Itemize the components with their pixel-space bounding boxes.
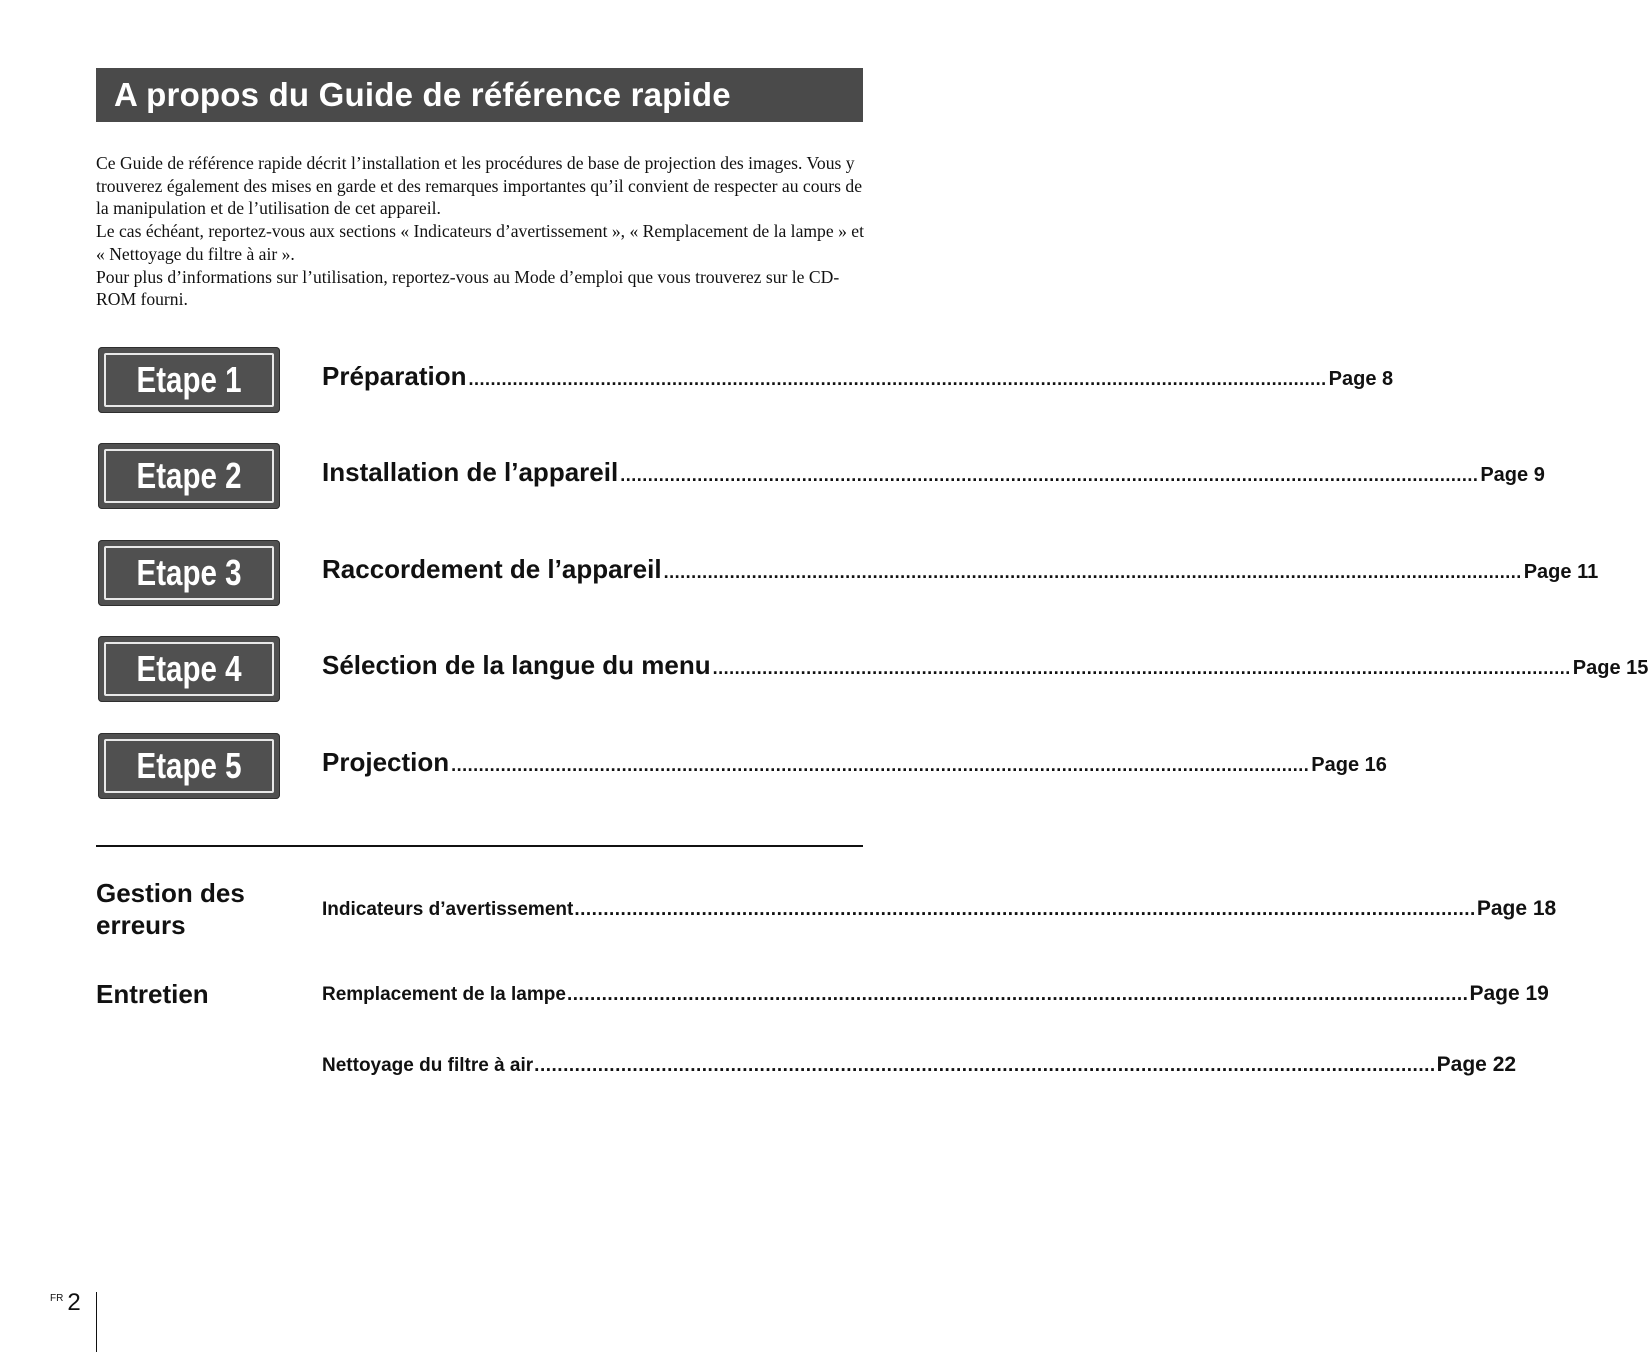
step-3-toc-line[interactable] bbox=[322, 554, 1599, 585]
intro-paragraph-1: Ce Guide de référence rapide décrit l’installation et les procédures de base de projection des images. Vous y trouverez également des mises en garde et des remarques importantes qu’il convient de respecter au cours de la manipulation et de l’utilisation de cet appareil. bbox=[96, 153, 862, 219]
step-1-badge bbox=[98, 347, 280, 413]
dot-leader: ............................................................................................................................................................ bbox=[574, 899, 1476, 920]
errors-heading-line-1: Gestion des bbox=[96, 878, 245, 908]
step-4-toc-line[interactable] bbox=[322, 650, 1648, 681]
step-2-entry bbox=[98, 443, 1545, 509]
step-2-page[interactable]: Page 9 bbox=[1480, 464, 1545, 486]
entry-warning-indicators-title[interactable]: Indicateurs d’avertissement bbox=[322, 899, 574, 920]
step-3-title[interactable]: Raccordement de l’appareil bbox=[322, 554, 662, 584]
step-2-toc-line[interactable] bbox=[322, 457, 1545, 488]
intro-text bbox=[96, 152, 866, 311]
intro-paragraph-2: Le cas échéant, reportez-vous aux sections « Indicateurs d’avertissement », « Remplacement de la lampe » et « Nettoyage du filtre à air ». bbox=[96, 221, 864, 264]
step-4-title[interactable]: Sélection de la langue du menu bbox=[322, 650, 711, 680]
errors-heading bbox=[96, 877, 245, 941]
step-5-badge-label: Etape 5 bbox=[136, 745, 242, 786]
step-1-toc-line[interactable] bbox=[322, 361, 1394, 392]
entry-air-filter-cleaning[interactable] bbox=[322, 1053, 1517, 1077]
step-2-badge-label: Etape 2 bbox=[136, 455, 242, 496]
dot-leader: ............................................................................................................................................................ bbox=[712, 658, 1571, 678]
step-3-badge bbox=[98, 540, 280, 606]
language-code: FR bbox=[50, 1293, 64, 1304]
page-number-value: 2 bbox=[67, 1289, 81, 1316]
step-3-page[interactable]: Page 11 bbox=[1523, 561, 1599, 583]
dot-leader: ............................................................................................................................................................ bbox=[663, 562, 1522, 582]
step-4-badge-label: Etape 4 bbox=[136, 648, 242, 689]
step-5-page[interactable]: Page 16 bbox=[1311, 754, 1387, 776]
entry-air-filter-cleaning-page[interactable]: Page 22 bbox=[1436, 1053, 1517, 1076]
step-4-badge bbox=[98, 636, 280, 702]
intro-paragraph-3: Pour plus d’informations sur l’utilisation, reportez-vous au Mode d’emploi que vous trouverez sur le CD-ROM fourni. bbox=[96, 266, 840, 310]
step-5-toc-line[interactable] bbox=[322, 747, 1387, 778]
page-margin-rule bbox=[96, 1292, 97, 1352]
entry-lamp-replacement[interactable] bbox=[322, 982, 1549, 1006]
step-4-page[interactable]: Page 15 bbox=[1572, 657, 1648, 679]
step-5-title[interactable]: Projection bbox=[322, 747, 450, 777]
maintenance-heading: Entretien bbox=[96, 979, 209, 1009]
dot-leader: ............................................................................................................................................................ bbox=[451, 755, 1310, 775]
step-2-badge bbox=[98, 443, 280, 509]
page-title: A propos du Guide de référence rapide bbox=[114, 76, 731, 113]
step-5-badge bbox=[98, 733, 280, 799]
step-5-entry bbox=[98, 733, 1387, 799]
title-bar bbox=[96, 68, 863, 122]
step-1-entry bbox=[98, 347, 1394, 413]
section-divider bbox=[96, 845, 863, 847]
step-2-title[interactable]: Installation de l’appareil bbox=[322, 457, 619, 487]
step-3-badge-label: Etape 3 bbox=[136, 552, 242, 593]
step-1-page[interactable]: Page 8 bbox=[1328, 368, 1394, 390]
entry-air-filter-cleaning-title[interactable]: Nettoyage du filtre à air bbox=[322, 1055, 534, 1076]
step-1-title[interactable]: Préparation bbox=[322, 361, 467, 391]
entry-warning-indicators[interactable] bbox=[322, 897, 1557, 921]
errors-heading-line-2: erreurs bbox=[96, 910, 186, 940]
entry-lamp-replacement-page[interactable]: Page 19 bbox=[1469, 982, 1549, 1005]
step-1-badge-label: Etape 1 bbox=[136, 359, 242, 400]
dot-leader: ............................................................................................................................................................ bbox=[468, 369, 1327, 389]
step-4-entry bbox=[98, 636, 1648, 702]
entry-warning-indicators-page[interactable]: Page 18 bbox=[1476, 897, 1557, 920]
step-3-entry bbox=[98, 540, 1599, 606]
dot-leader: ............................................................................................................................................................ bbox=[620, 465, 1479, 485]
entry-lamp-replacement-title[interactable]: Remplacement de la lampe bbox=[322, 984, 566, 1005]
dot-leader: ............................................................................................................................................................ bbox=[534, 1055, 1436, 1076]
page-number bbox=[50, 1289, 81, 1317]
dot-leader: ............................................................................................................................................................ bbox=[566, 984, 1469, 1005]
